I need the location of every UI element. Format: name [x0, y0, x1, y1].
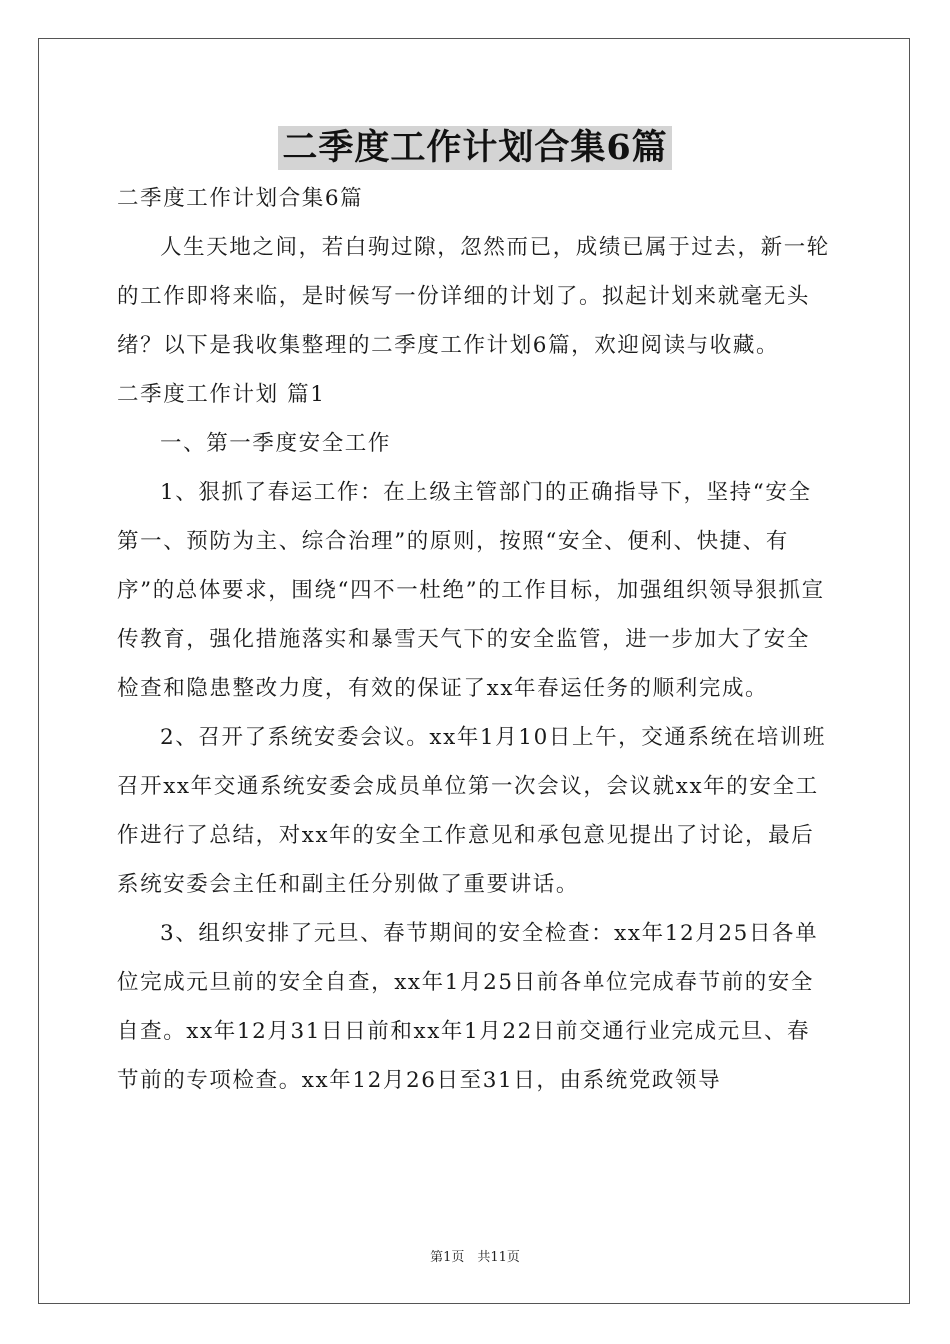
page-footer	[0, 1246, 950, 1265]
body-paragraph: 3、组织安排了元旦、春节期间的安全检查：xx年12月25日各单位完成元旦前的安全自查，xx年1月25日前各单位完成春节前的安全自查。xx年12月31日日前和xx年1月22日前交通行业完成元旦、春节前的专项检查。xx年12月26日至31日，由系统党政领导	[117, 921, 819, 1093]
document-body	[117, 174, 833, 1105]
subsection-heading: 一、第一季度安全工作	[160, 431, 392, 456]
page-number: 第1页 共11页	[430, 1250, 520, 1265]
body-paragraph: 2、召开了系统安委会议。xx年1月10日上午，交通系统在培训班召开xx年交通系统安委会成员单位第一次会议，会议就xx年的安全工作进行了总结，对xx年的安全工作意见和承包意见提出了讨论，最后系统安委会主任和副主任分别做了重要讲话。	[117, 725, 827, 897]
body-paragraph: 1、狠抓了春运工作：在上级主管部门的正确指导下，坚持“安全第一、预防为主、综合治理”的原则，按照“安全、便利、快捷、有序”的总体要求，围绕“四不一杜绝”的工作目标，加强组织领导狠抓宣传教育，强化措施落实和暴雪天气下的安全监管，进一步加大了安全检查和隐患整改力度，有效的保证了xx年春运任务的顺利完成。	[117, 480, 825, 701]
body-paragraph: 人生天地之间，若白驹过隙，忽然而已，成绩已属于过去，新一轮的工作即将来临，是时候写一份详细的计划了。拟起计划来就毫无头绪？以下是我收集整理的二季度工作计划6篇，欢迎阅读与收藏。	[117, 235, 830, 358]
body-paragraph: 二季度工作计划合集6篇	[117, 186, 364, 211]
section-heading: 二季度工作计划 篇1	[117, 382, 326, 407]
document-title: 二季度工作计划合集6篇	[278, 126, 671, 170]
title-container	[0, 126, 950, 170]
